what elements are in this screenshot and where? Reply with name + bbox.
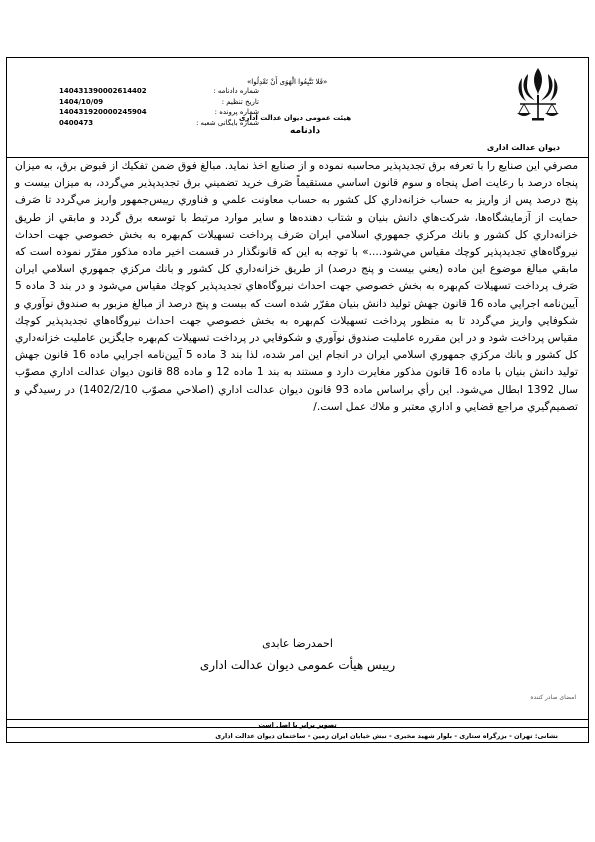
quran-verse: «فَلا تَتَّبِعُوا الْهَوَى أَنْ تَعْدِلُوا»	[247, 78, 328, 86]
document-footer	[6, 719, 589, 743]
document-header	[7, 58, 588, 158]
signatory-name: احمدرضا عابدی	[262, 637, 333, 650]
verdict-body-text: مصرفي اين صنايع را با تعرفه برق تجديدپذير محاسبه نموده و از صنايع اخذ نمايد. مبالغ فوق ضمن تفكيك از قبوض برق، به ميزان پنجاه درصد با رعايت اصل پنجاه و سوم قانون اساسي مستقيماً صَرف خريد تضميني برق تجديدپذير مي‌گردد، به ميزان بيست و پنج درصد پس از واريز به حساب خزانه‌داري كل كشور به حساب معاونت علمي و فناوري رييس‌جمهور واريز مي‌گردد تا صَرف حمايت از آزمايشگاه‌ها، شركت‌هاي دانش بنيان و شتاب دهنده‌ها و ساير موارد مرتبط با توسعه برق گردد و مابقي از طريق خزانه‌داري كل كشور و بانك مركزي جمهوري اسلامي ايران صَرف پرداخت تسهيلات كم‌بهره به بخش خصوصي جهت احداث نيروگاه‌هاي تجديدپذير كوچك مقياس مي‌شود....» با توجه به اين كه قانونگذار در قسمت اخير ماده مذكور مقرّر نموده است كه مابقي مبالغ موضوع اين ماده (يعني بيست و پنج درصد) از طريق خزانه‌داري كل كشور و بانك مركزي جمهوري اسلامي ايران صَرف پرداخت تسهيلات كم‌بهره به بخش خصوصي جهت احداث نيروگاه‌هاي تجديدپذير كوچك مقياس مي‌شود و در بند 3 ماده 5 آيين‌نامه اجرايي ماده 16 قانون جهش توليد دانش بنيان مقرّر شده است كه بيست و پنج درصد از مبالغ مزبور به صندوق نوآوري و شكوفايي واريز مي‌گردد تا به منظور پرداخت تسهيلات كم‌بهره به بخش خصوصي جهت احداث نيروگاه‌هاي تجديدپذير كوچك مقياس پرداخت شود و در اين مقرره عامليت صندوق نوآوري و شكوفايي در پرداخت تسهيلات كم‌بهره جايگزين عامليت خزانه‌داري كل كشور و بانك مركزي جمهوري اسلامي ايران در انجام اين امر شده، لذا بند 3 ماده 5 آيين‌نامه اجرايي ماده 16 قانون جهش توليد دانش بنيان با ماده 16 قانون مذكور مغايرت دارد و مستند به بند 1 ماده 12 و ماده 88 قانون ديوان عدالت اداري مصوّب سال 1392 ابطال مي‌شود. اين رأي براساس ماده 93 قانون ديوان عدالت اداري (اصلاحي مصوّب 1402/2/10) در رسيدگي و تصميم‌گيري مراجع قضايي و اداري معتبر و ملاك عمل است./	[15, 160, 579, 413]
court-address: نشانی: تهران - بزرگراه ستاری - بلوار شهید مخبری - نبش خیابان ایران زمین - ساختمان دیوان عدالت اداری	[215, 732, 558, 740]
court-name: دیوان عدالت اداری	[486, 143, 560, 152]
meta-row-case-number	[59, 107, 259, 118]
archive-number-value: 0400473	[59, 118, 94, 127]
signatory-title: رييس هيأت عمومی ديوان عدالت اداری	[199, 658, 396, 672]
signature-note: امضای صادر کننده	[530, 694, 576, 701]
document-metadata	[59, 86, 259, 128]
national-emblem-icon	[512, 64, 564, 122]
document-title: دادنامه	[290, 126, 321, 136]
archive-number-label: شماره بایگانی شعبه :	[195, 118, 259, 127]
case-number-label: شماره پرونده :	[214, 108, 259, 116]
case-number-value: 140431920000245904	[59, 108, 147, 116]
document-frame	[6, 57, 589, 728]
meta-row-date	[59, 97, 259, 108]
date-label: تاریخ تنظیم :	[221, 97, 259, 106]
date-value: 1404/10/09	[59, 97, 104, 106]
verdict-number-value: 140431390002614402	[59, 87, 147, 95]
board-name: هيئت عمومی ديوان عدالت اداری	[239, 114, 352, 122]
meta-row-archive-number	[59, 118, 259, 129]
true-copy-notice: تصویر برابر با اصل است	[258, 721, 337, 729]
meta-row-verdict-number	[59, 86, 259, 97]
verdict-number-label: شماره دادنامه :	[213, 87, 259, 95]
